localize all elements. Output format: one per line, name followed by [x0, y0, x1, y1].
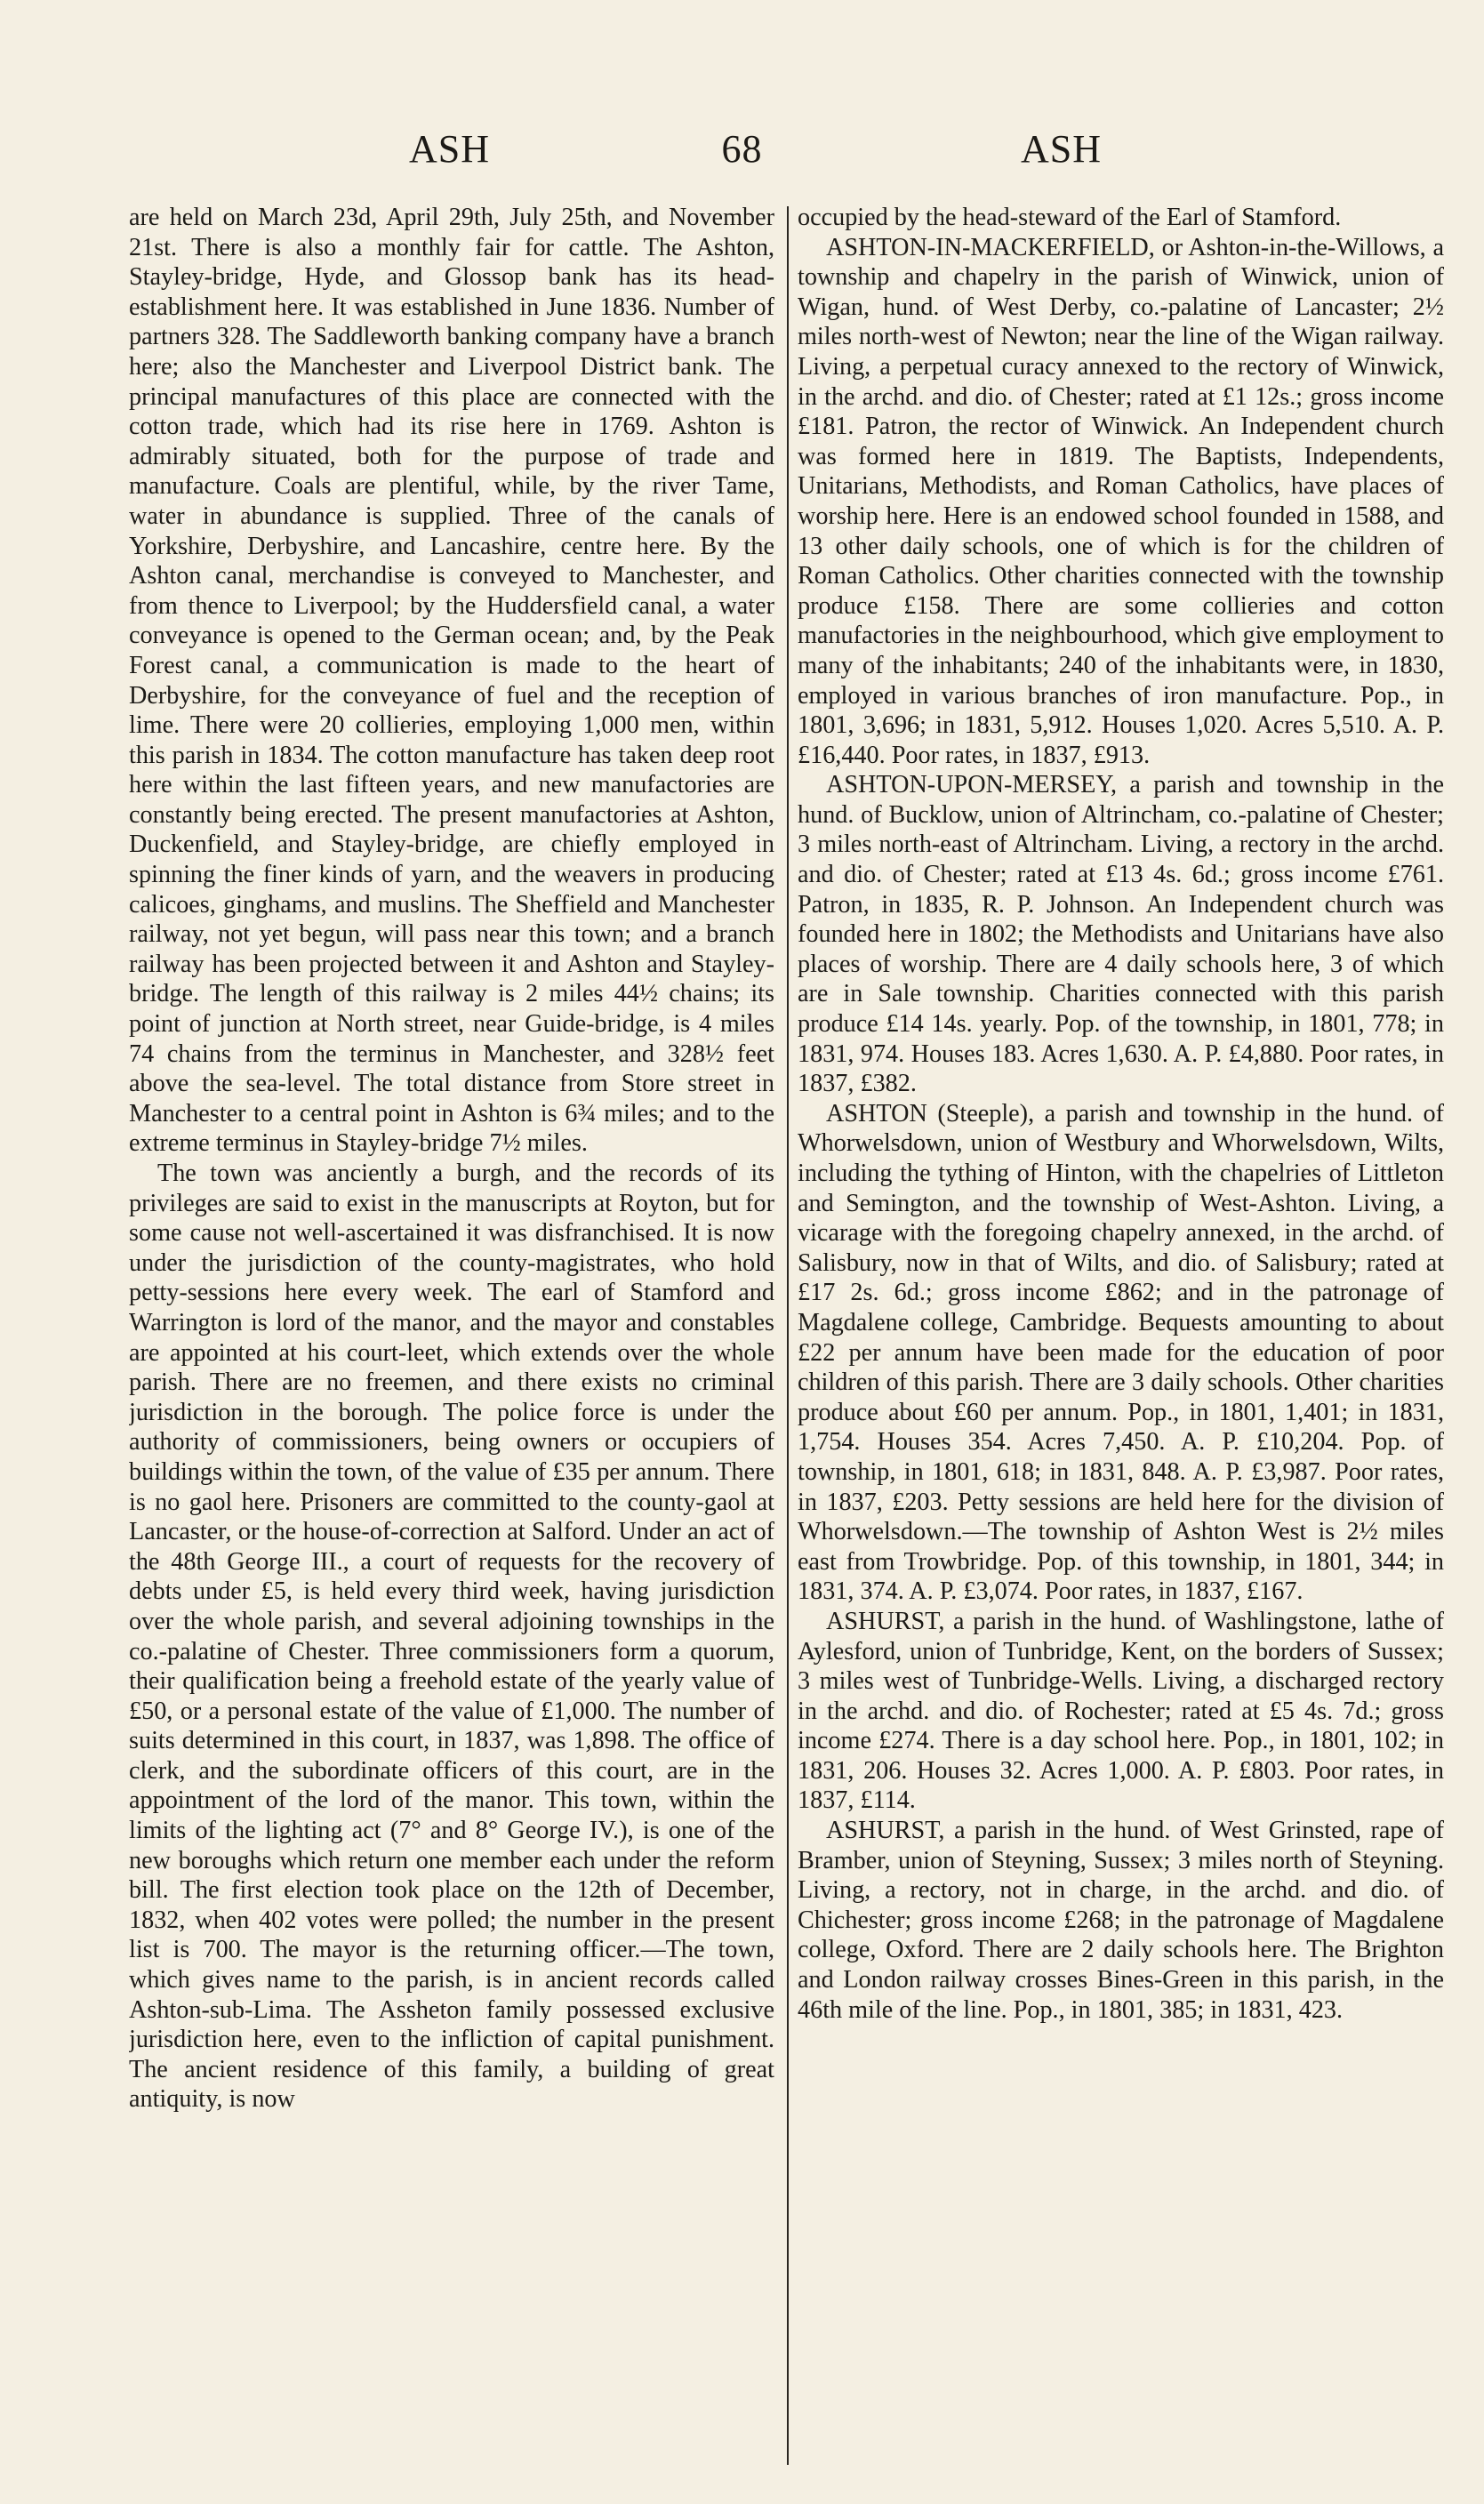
entry-ashton-in-mackerfield: ASHTON-IN-MACKERFIELD, or Ashton-in-the-Willows, a township and chapelry in the parish of Winwick, union of Wigan, hund. of West Derby, co.-palatine of Lancaster; 2½ miles north-west of Newton; near the line of the Wigan railway. Living, a perpetual curacy annexed to the rectory of Winwick, in the archd. and dio. of Chester; rated at £1 12s.; gross income £181. Patron, the rector of Winwick. An Independent church was formed here in 1819. The Baptists, Independents, Unitarians, Methodists, and Roman Catholics, have places of worship here. Here is an endowed school founded in 1588, and 13 other daily schools, one of which is for the children of Roman Catholics. Other charities connected with the township produce £158. There are some collieries and cotton manufactories in the neighbourhood, which give employment to many of the inhabitants; 240 of the inhabitants were, in 1830, employed in various branches of iron manufacture. Pop., in 1801, 3,696; in 1831, 5,912. Houses 1,020. Acres 5,510. A. P. £16,440. Poor rates, in 1837, £913. [798, 233, 1444, 769]
entry-ashurst-kent: ASHURST, a parish in the hund. of Washlingstone, lathe of Aylesford, union of Tunbridge, Kent, on the borders of Sussex; 3 miles west of Tunbridge-Wells. Living, a discharged rectory in the archd. and dio. of Rochester; rated at £5 4s. 7d.; gross income £274. There is a day school here. Pop., in 1801, 102; in 1831, 206. Houses 32. Acres 1,000. A. P. £803. Poor rates, in 1837, £114. [798, 1607, 1444, 1815]
header-right-word: ASH [1021, 127, 1103, 171]
entry-ashton-upon-mersey: ASHTON-UPON-MERSEY, a parish and township in the hund. of Bucklow, union of Altrincham, co.-palatine of Chester; 3 miles north-east of Altrincham. Living, a rectory in the archd. and dio. of Chester; rated at £13 4s. 6d.; gross income £761. Patron, in 1835, R. P. Johnson. An Independent church was founded here in 1802; the Methodists and Unitarians have also places of worship. There are 4 daily schools here, 3 of which are in Sale township. Charities connected with this parish produce £14 14s. yearly. Pop. of the township, in 1801, 778; in 1831, 974. Houses 183. Acres 1,630. A. P. £4,880. Poor rates, in 1837, £382. [798, 771, 1444, 1098]
column-divider [787, 206, 789, 2465]
right-column [798, 203, 1444, 2475]
paragraph-continued: are held on March 23d, April 29th, July 25th, and November 21st. There is also a monthly fair for cattle. The Ashton, Stayley-bridge, Hyde, and Glossop bank has its head-establishment here. It was established in June 1836. Number of partners 328. The Saddleworth banking company have a branch here; also the Manchester and Liverpool District bank. The principal manufactures of this place are connected with the cotton trade, which had its rise here in 1769. Ashton is admirably situated, both for the purpose of trade and manufacture. Coals are plentiful, while, by the river Tame, water in abundance is supplied. Three of the canals of Yorkshire, Derbyshire, and Lancashire, centre here. By the Ashton canal, merchandise is conveyed to Manchester, and from thence to Liverpool; by the Huddersfield canal, a water conveyance is opened to the German ocean; and, by the Peak Forest canal, a communication is made to the heart of Derbyshire, for the conveyance of fuel and the reception of lime. There were 20 collieries, employing 1,000 men, within this parish in 1834. The cotton manufacture has taken deep root here within the last fifteen years, and new manufactories are constantly being erected. The present manufactories at Ashton, Duckenfield, and Stayley-bridge, are chiefly employed in spinning the finer kinds of yarn, and the weavers in producing calicoes, ginghams, and muslins. The Sheffield and Manchester railway, not yet begun, will pass near this town; and a branch railway has been projected between it and Ashton and Stayley-bridge. The length of this railway is 2 miles 44½ chains; its point of junction at North street, near Guide-bridge, is 4 miles 74 chains from the terminus in Manchester, and 328½ feet above the sea-level. The total distance from Store street in Manchester to a central point in Ashton is 6¾ miles; and to the extreme terminus in Stayley-bridge 7½ miles. [129, 204, 774, 1158]
running-head [0, 126, 1484, 176]
header-left-word: ASH [409, 127, 491, 171]
entry-ashurst-sussex: ASHURST, a parish in the hund. of West Grinsted, rape of Bramber, union of Steyning, Sussex; 3 miles north of Steyning. Living, a rectory, not in charge, in the archd. and dio. of Chichester; gross income £268; in the patronage of Magdalene college, Oxford. There are 2 daily schools here. The Brighton and London railway crosses Bines-Green in this parish, in the 46th mile of the line. Pop., in 1801, 385; in 1831, 423. [798, 1817, 1444, 2024]
page-number: 68 [721, 127, 763, 171]
paragraph: The town was anciently a burgh, and the records of its privileges are said to exist in the manuscripts at Royton, but for some cause not well-ascertained it was disfranchised. It is now under the jurisdiction of the county-magistrates, who hold petty-sessions here every week. The earl of Stamford and Warrington is lord of the manor, and the mayor and constables are appointed at his court-leet, which extends over the whole parish. There are no freemen, and there exists no criminal jurisdiction in the borough. The police force is under the authority of commissioners, being owners or occupiers of buildings within the town, of the value of £35 per annum. There is no gaol here. Prisoners are committed to the county-gaol at Lancaster, or the house-of-correction at Salford. Under an act of the 48th George III., a court of requests for the recovery of debts under £5, is held every third week, having jurisdiction over the whole parish, and several adjoining townships in the co.-palatine of Chester. Three commissioners form a quorum, their qualification being a freehold estate of the yearly value of £50, or a personal estate of the value of £1,000. The number of suits determined in this court, in 1837, was 1,898. The office of clerk, and the subordinate officers of this court, are in the appointment of the lord of the manor. This town, within the limits of the lighting act (7° and 8° George IV.), is one of the new boroughs which return one member each under the reform bill. The first election took place on the 12th of December, 1832, when 402 votes were polled; the number in the present list is 700. The mayor is the returning officer.—The town, which gives name to the parish, is in ancient records called Ashton-sub-Lima. The Assheton family possessed exclusive jurisdiction here, even to the infliction of capital punishment. The ancient residence of this family, a building of great antiquity, is now [129, 1160, 774, 2114]
paragraph-continued: occupied by the head-steward of the Earl of Stamford. [798, 204, 1342, 231]
left-column [129, 203, 774, 2475]
entry-ashton-steeple: ASHTON (Steeple), a parish and township in the hund. of Whorwelsdown, union of Westbury and Whorwelsdown, Wilts, including the tything of Hinton, with the chapelries of Littleton and Semington, and the township of West-Ashton. Living, a vicarage with the foregoing chapelry annexed, in the archd. of Salisbury, now in that of Wilts, and dio. of Salisbury; rated at £17 2s. 6d.; gross income £862; and in the patronage of Magdalene college, Cambridge. Bequests amounting to about £22 per annum have been made for the education of poor children of this parish. There are 3 daily schools. Other charities produce about £60 per annum. Pop., in 1801, 1,401; in 1831, 1,754. Houses 354. Acres 7,450. A. P. £10,204. Pop. of township, in 1801, 618; in 1831, 848. A. P. £3,987. Poor rates, in 1837, £203. Petty sessions are held here for the division of Whorwelsdown.—The township of Ashton West is 2½ miles east from Trowbridge. Pop. of this township, in 1801, 344; in 1831, 374. A. P. £3,074. Poor rates, in 1837, £167. [798, 1099, 1444, 1606]
